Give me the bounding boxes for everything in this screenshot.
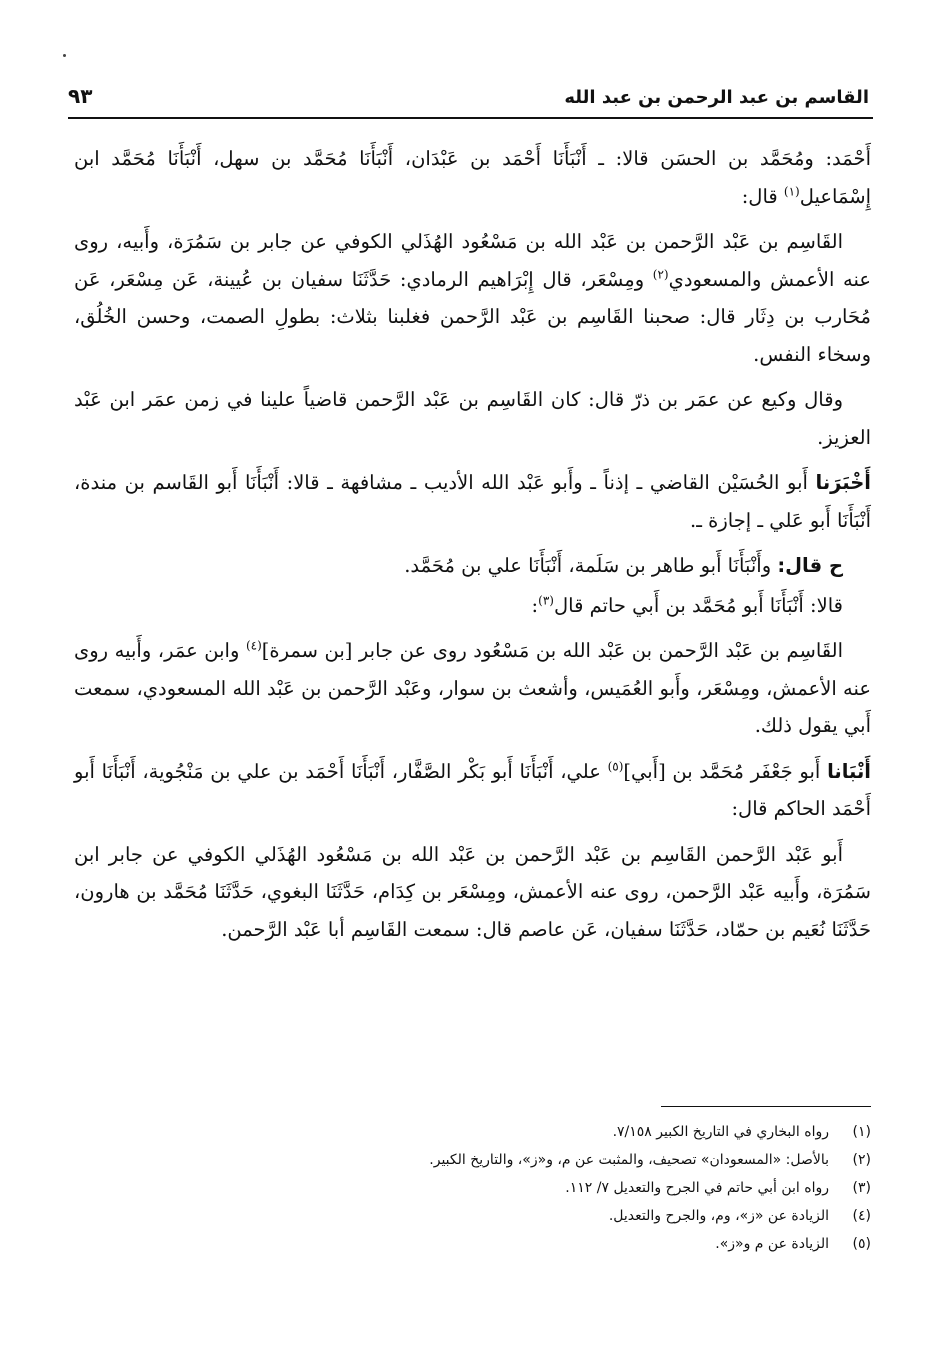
footnote-item [74,1118,871,1146]
paragraph-text: وأَنْبَأَنَا أَبو طاهر بن سَلَمة، أَنْبَأَنَا علي بن مُحَمَّد. [404,554,778,577]
running-header [68,68,869,108]
footnote-ref: (٥) [607,759,624,773]
paragraph [74,464,871,539]
paragraph [74,547,871,585]
footnote-rule [661,1106,871,1107]
footnote-number: (٢) [852,1152,871,1168]
paragraph [74,140,871,215]
chain-lead-word: ح قال: [777,554,843,577]
paragraph-text: القَاسِم بن عَبْد الرَّحمن بن عَبْد الله بن مَسْعُود الهُذَلي الكوفي عن جابر بن سَمُرَة، وأَبيه، روى عنه الأعمش والمسعودي [74,230,871,291]
paragraph-text: أَبو عَبْد الرَّحمن القَاسِم بن عَبْد الرَّحمن بن عَبْد الله بن مَسْعُود الهُذَلي الكوفي عن جابر ابن سَمُرَة، وأَبيه عَبْد الرَّحمن، روى عنه الأعمش، ومِسْعَر بن كِدَام، حَدَّثَنَا البغوي، حَدَّثَنَا مُحَمَّد بن هارون، حَدَّثَنَا نُعَيم بن حمّاد، حَدَّثَنَا سفيان، عَن عاصم قال: سمعت القَاسِم أبا عَبْد الرَّحمن. [74,842,871,941]
main-text [74,140,871,956]
header-rule [68,117,873,119]
paragraph-text: وابن عمَر، وأَبيه روى عنه الأعمش، ومِسْعَر، وأَبو العُمَيس، وأشعث بن سوار، وعَبْد الرَّحمن بن عَبْد الله المسعودي، سمعت أَبي يقول ذلك. [74,639,871,737]
footnote-item [74,1230,871,1258]
footnote-ref: (١) [783,184,800,198]
chain-lead-word: أَخْبَرَنا [815,471,871,494]
footnote-ref: (٣) [538,593,554,607]
footnote-number: (١) [852,1124,871,1140]
scan-speck [63,54,66,57]
footnote-text: رواه ابن أبي حاتم في الجرح والتعديل ٧/ ١١٢. [565,1180,829,1196]
footnote-ref: (٢) [652,267,669,281]
footnote-ref: (٤) [245,638,262,653]
footnote-text: الزيادة عن م و«ز». [715,1236,829,1252]
page-number: ٩٣ [68,84,93,108]
paragraph-text: ومِسْعَر، قال إِبْرَاهيم الرمادي: حَدَّثَنَا سفيان بن عُيينة، عَن مِسْعَر، عَن مُحَارب بن دِثَار قال: صحبنا القَاسِم بن عَبْد الرَّحمن فغلبنا بثلاث: بطولِ الصمت، وحسن الخُلُق، وسخاء النفس. [74,267,871,366]
paragraph-text: القَاسِم بن عَبْد الرَّحمن بن عَبْد الله بن مَسْعُود روى عن جابر [بن سمرة] [261,639,843,662]
footnote-text: رواه البخاري في التاريخ الكبير ٧/١٥٨. [612,1124,829,1140]
footnote-text: الزيادة عن «ز»، وم، والجرح والتعديل. [608,1208,829,1224]
footnotes [74,1118,871,1258]
footnote-number: (٤) [852,1208,871,1224]
footnote-item [74,1174,871,1202]
paragraph-text: أَبو الحُسَيْن القاضي ـ إذناً ـ وأَبو عَبْد الله الأديب ـ مشافهة ـ قالا: أَنْبَأَنَا أَبو القَاسم بن مندة، أَنْبَأَنَا أَبو عَلي ـ إجازة ـ. [74,471,871,532]
paragraph [74,223,871,373]
footnote-text: بالأصل: «المسعودان» تصحيف، والمثبت عن م، و«ز»، والتاريخ الكبير. [429,1152,829,1168]
footnote-number: (٣) [852,1180,871,1196]
footnote-number: (٥) [852,1236,871,1252]
paragraph-text: : [531,593,539,617]
paragraph-text: قالا: أَنْبَأَنَا أَبو مُحَمَّد بن أَبي حاتم قال [553,593,843,617]
paragraph-text: وقال وكيع عن عمَر بن ذرّ قال: كان القَاسِم بن عَبْد الرَّحمن قاضياً علينا في زمن عمَر ابن عَبْد العزيز. [74,388,871,449]
chain-lead-word: أَنْبَانا [827,759,871,783]
paragraph [74,381,871,456]
paragraph-text: أَبو جَعْفَر مُحَمَّد بن [أَبي] [623,759,828,783]
paragraph [74,587,871,625]
paragraph-text: أَحْمَد: ومُحَمَّد بن الحسَن قالا: ـ أَنْبَأَنَا أَحْمَد بن عَبْدَان، أَنْبَأَنَا مُحَمَّد بن سهل، أَنْبَأَنَا مُحَمَّد ابن إِسْمَاعيل [74,147,871,208]
running-title: القاسم بن عبد الرحمن بن عبد الله [564,87,869,108]
paragraph-text: قال: [741,184,784,208]
paragraph-text: علي، أَنْبَأَنَا أَبو بَكْر الصَّفَّار، أَنْبَأَنَا أَحْمَد بن علي بن مَنْجُوية، أَنْبَأَنَا أَبو أَحْمَد الحاكم قال: [74,759,871,820]
footnote-item [74,1146,871,1174]
paragraph [74,632,871,745]
footnote-item [74,1202,871,1230]
paragraph [74,836,871,949]
paragraph [74,753,871,828]
